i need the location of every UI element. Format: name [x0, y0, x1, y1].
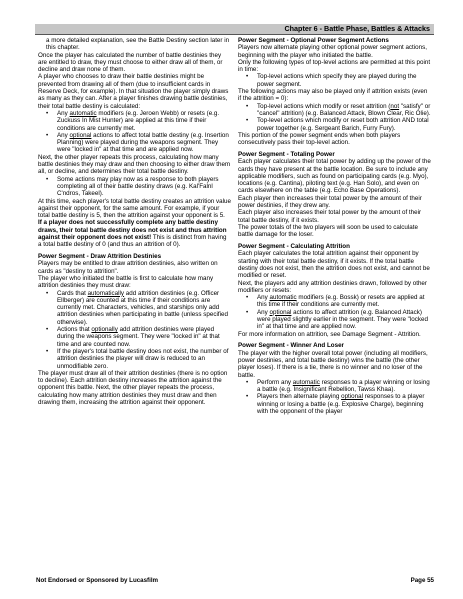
- list-item: • Perform any automatic responses to a player winning or losing a battle (e.g. Insignificant Rebellion, Tawss Khaa).: [238, 379, 431, 394]
- list-item: • Any automatic modifiers (e.g. Jeroen Webb) or resets (e.g. Zuckuss In Mist Hunter) are applied at this time if their conditions are currently met.: [38, 110, 231, 132]
- chapter-title: Chapter 6 - Battle Phase, Battles & Attacks: [284, 24, 430, 33]
- list-item: • Cards that automatically add attrition destinies (e.g. Officer Ellberger) are counted at this time if their conditions are currently met. Characters, vehicles, and starships only add attrition destinies when participating in battle (unless specified otherwise).: [38, 290, 231, 326]
- paragraph: Players now alternate playing other optional power segment actions, beginning with the player who initiated the battle.: [238, 44, 427, 59]
- paragraph: Each player then increases their total power by the amount of their power destinies, if they drew any.: [238, 194, 422, 210]
- list-item: • Actions that optionally add attrition destinies were played during the weapons segment. They were "locked in" at that time and are counted now.: [38, 326, 231, 348]
- paragraph: Players may be entitled to draw attrition destinies, also written on cards as "destiny to attrition".: [38, 260, 218, 275]
- list-item: • Any optional actions to affect total battle destiny (e.g. Insertion Planning) were played during the weapons segment. They were "locked in" at that time and are applied now.: [38, 132, 231, 154]
- list-item: • Any optional actions to affect attrition (e.g. Balanced Attack) were played slightly earlier in the segment. They were "locked in" at that time and are applied now.: [238, 309, 431, 331]
- paragraph: Next, the other player repeats this process, calculating how many battle destinies they may draw and then choosing to either draw them all, or decline, and determines their total battle destiny.: [38, 153, 231, 176]
- list-item: • Top-level actions which modify or reset both attrition AND total power together (e.g. Sergeant Barich, Furry Fury).: [238, 117, 431, 132]
- chapter-header-bar: [35, 24, 434, 35]
- left-column: [38, 37, 231, 406]
- paragraph: a more detailed explanation, see the Battle Destiny section later in this chapter.: [46, 37, 230, 52]
- section-heading: Power Segment - Totaling Power: [238, 150, 335, 158]
- paragraph: Each player calculates the total attrition against their opponent by starting with their total battle destiny, if it exists. If the total battle destiny does not exist, then the attrition does not exist, and cannot be modified or reset.: [238, 250, 430, 280]
- paragraph: The power totals of the two players will soon be used to calculate battle damage for the loser.: [238, 223, 418, 239]
- list-item: • Players then alternate playing optional responses to a player winning or losing a battle (e.g. Explosive Charge), beginning with the opponent of the player: [238, 393, 431, 415]
- paragraph: A player who chooses to draw their battle destinies might be prevented from drawing all of them (due to insufficient cards in Reserve Deck, for example). In that situation the player simply draws as many as they can. After a player finishes drawing battle destinies, their total battle destiny is calculated:: [38, 73, 229, 110]
- paragraph: If a player does not successfully complete any battle destiny draws, their total battle destiny does not exist and thus attrition against their opponent does not exist! This is distinct from having a total battle destiny of 0 (and thus an attrition of 0).: [38, 219, 227, 249]
- bullet-list: [38, 290, 231, 370]
- paragraph: The player with the higher overall total power (including all modifiers, power destinies, and total battle destiny) wins the battle (the other player loses). If there is a tie, there is no winner and no loser of the battle.: [238, 349, 428, 379]
- paragraph: At this time, each player's total battle destiny creates an attrition value against their opponent, for the same amount. For example, if your total battle destiny is 5, then the attrition against your opponent is 5.: [38, 197, 231, 220]
- paragraph: Once the player has calculated the number of battle destinies they are entitled to draw, they must choose to either draw all of them, or decline and draw none of them.: [38, 51, 223, 74]
- list-item: • Top-level actions which modify or reset attrition (not "satisfy" or "cancel" attrition) (e.g. Balanced Attack, Blown Clear, Ric Olie).: [238, 103, 431, 118]
- footer-disclaimer: Not Endorsed or Sponsored by Lucasfilm: [36, 577, 159, 584]
- paragraph: For more information on attrition, see Damage Segment - Attrition.: [238, 330, 421, 338]
- section-heading: Power Segment - Calculating Attrition: [238, 243, 350, 251]
- paragraph: Next, the players add any attrition destinies drawn, followed by other modifiers or resets:: [238, 279, 427, 294]
- list-item: • Some actions may play now as a response to both players completing all of their battle destiny draws (e.g. Kal'Falnl C'ndros, Takeel).: [38, 176, 231, 198]
- paragraph: Each player also increases their total power by the amount of their total battle destiny, if it exists.: [238, 209, 422, 224]
- bullet-list: [238, 379, 431, 415]
- section-heading: Power Segment - Optional Power Segment Actions: [238, 37, 389, 44]
- paragraph: The player who initiated the battle is first to calculate how many attrition destinies they must draw:: [38, 275, 214, 290]
- bullet-list: [238, 73, 431, 88]
- bullet-list: [238, 103, 431, 132]
- paragraph: Only the following types of top-level actions are permitted at this point in time:: [238, 58, 431, 74]
- section-heading: Power Segment - Winner And Loser: [238, 342, 344, 350]
- list-item: • Top-level actions which specify they are played during the power segment.: [238, 73, 431, 88]
- bullet-list: [238, 294, 431, 330]
- list-item: • Any automatic modifiers (e.g. Bossk) or resets are applied at this time if their conditions are currently met.: [238, 294, 431, 309]
- page-number: Page 55: [410, 577, 434, 584]
- paragraph: This portion of the power segment ends when both players consecutively pass their top-level action.: [238, 131, 401, 147]
- right-column: [238, 37, 431, 415]
- bullet-list: [38, 110, 231, 154]
- paragraph: Each player calculates their total power by adding up the power of the cards they have present at the battle location. Be sure to include any applicable modifiers, such as found on participating cards (e.g. Myo), locations (e.g. Cantina), piloting text (e.g. Han Solo), and even on cards elsewhere on the table (e.g. Echo Base Operations).: [238, 158, 431, 195]
- paragraph: The following actions may also be played only if attrition exists (even if the attrition = 0):: [238, 88, 428, 103]
- bullet-list: [38, 176, 231, 198]
- list-item: • If the player's total battle destiny does not exist, the number of attrition destinies the player will draw is reduced to an unmodifiable zero.: [38, 348, 231, 370]
- section-heading: Power Segment - Draw Attrition Destinies: [38, 253, 162, 261]
- bold-warning: If a player does not successfully complete any battle destiny draws, their total battle destiny does not exist and thus attrition against their opponent does not exist!: [38, 219, 227, 242]
- paragraph: The player must draw all of their attrition destinies (there is no option to decline). Each attrition destiny increases the attrition against the opponent this battle. Next, the other player repeats the process, calculating how many attrition destinies they must draw and then drawing them, increasing the attrition against their opponent.: [38, 369, 228, 407]
